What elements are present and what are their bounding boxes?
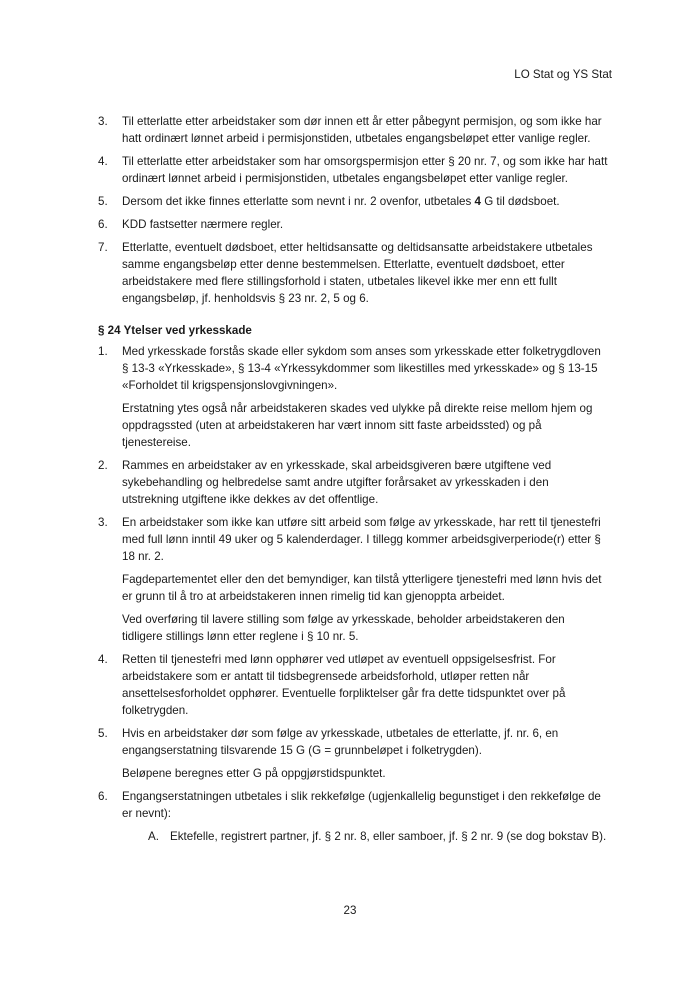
- list-text-part: Dersom det ikke finnes etterlatte som nevnt i nr. 2 ovenfor, utbetales: [122, 195, 475, 208]
- list-number: 3.: [98, 115, 108, 128]
- list-text: [122, 193, 608, 210]
- list-item: [98, 113, 608, 147]
- document-body: [98, 113, 608, 851]
- list-item: [98, 457, 608, 508]
- list-paragraph: Med yrkesskade forstås skade eller sykdom som anses som yrkesskade etter folketrygdloven § 13-3 «Yrkesskade», § 13-4 «Yrkessykdommer som likestilles med yrkesskade» og § 13-15 «Forholdet til krigspensjonslovgivningen».: [122, 345, 601, 392]
- list-number: 3.: [98, 516, 108, 529]
- list-item: [98, 514, 608, 645]
- list-item: [98, 153, 608, 187]
- sub-list-letter: A.: [148, 830, 159, 843]
- list-number: 6.: [98, 790, 108, 803]
- page-number: 23: [343, 904, 357, 917]
- list-item: [98, 788, 608, 845]
- list-paragraph: Fagdepartementet eller den det bemyndiger, kan tilstå ytterligere tjenestefri med lønn hvis det er grunn til å tro at arbeidstakeren innen rimelig tid kan gjenoppta arbeidet.: [122, 573, 602, 603]
- list-text: Til etterlatte etter arbeidstaker som har omsorgspermisjon etter § 20 nr. 7, og som ikke har hatt ordinært lønnet arbeid i permisjonstiden, utbetales engangsbeløpet etter vanlige regler.: [122, 155, 608, 185]
- list-paragraph: Retten til tjenestefri med lønn opphører ved utløpet av eventuell oppsigelsesfrist. For arbeidstakere som er antatt til tidsbegrensede arbeidsforhold, utløper retten når ansettelsesforholdet opphører. Eventuelle forpliktelser går fra dette tidspunktet over på folketrygden.: [122, 653, 566, 717]
- list-number: 1.: [98, 345, 108, 358]
- list-paragraph: En arbeidstaker som ikke kan utføre sitt arbeid som følge av yrkesskade, har rett til tjenestefri med full lønn inntil 49 uker og 5 kalenderdager. I tillegg kommer arbeidsgiverperiode(r) etter § 18 nr. 2.: [122, 516, 601, 563]
- list-item: [98, 343, 608, 451]
- list-item: [98, 725, 608, 782]
- list-paragraph: Ved overføring til lavere stilling som følge av yrkesskade, beholder arbeidstakeren den tidligere stillings lønn etter reglene i § 10 nr. 5.: [122, 613, 565, 643]
- list-number: 5.: [98, 727, 108, 740]
- list-item: [98, 216, 608, 233]
- list-paragraph: Beløpene beregnes etter G på oppgjørstidspunktet.: [122, 767, 386, 780]
- page-header: LO Stat og YS Stat: [514, 68, 612, 81]
- list-paragraph: Hvis en arbeidstaker dør som følge av yrkesskade, utbetales de etterlatte, jf. nr. 6, en engangserstatning tilsvarende 15 G (G = grunnbeløpet i folketrygden).: [122, 727, 559, 757]
- list-paragraph: Engangserstatningen utbetales i slik rekkefølge (ugjenkallelig begunstiget i den rekkefølge de er nevnt):: [122, 790, 601, 820]
- list-item: [98, 193, 608, 210]
- sub-list-text: Ektefelle, registrert partner, jf. § 2 nr. 8, eller samboer, jf. § 2 nr. 9 (se dog bokstav B).: [170, 830, 607, 843]
- section-heading: § 24 Ytelser ved yrkesskade: [98, 324, 252, 337]
- list-number: 5.: [98, 195, 108, 208]
- list-number: 2.: [98, 459, 108, 472]
- list-text-part: G til dødsboet.: [480, 195, 560, 208]
- list-text: Etterlatte, eventuelt dødsboet, etter heltidsansatte og deltidsansatte arbeidstakere utbetales samme engangsbeløp etter denne bestemmelsen. Etterlatte, eventuelt dødsboet, etter arbeidstakere med flere stillingsforhold i staten, utbetales likevel ikke mer enn ett fullt engangsbeløp, jf. henholdsvis § 23 nr. 2, 5 og 6.: [122, 241, 593, 305]
- list-number: 7.: [98, 241, 108, 254]
- list-paragraph: Erstatning ytes også når arbeidstakeren skades ved ulykke på direkte reise mellom hjem og oppdragssted (uten at arbeidstakeren har vært innom sitt faste arbeidssted) og på tjenestereise.: [122, 402, 593, 449]
- list-text: KDD fastsetter nærmere regler.: [122, 218, 284, 231]
- list-text: Til etterlatte etter arbeidstaker som dør innen ett år etter påbegynt permisjon, og som ikke har hatt ordinært lønnet arbeid i permisjonstiden, utbetales engangsbeløpet etter vanlige regler.: [122, 115, 602, 145]
- list-number: 4.: [98, 155, 108, 168]
- list-number: 6.: [98, 218, 108, 231]
- list-item: [98, 651, 608, 719]
- list-paragraph: Rammes en arbeidstaker av en yrkesskade, skal arbeidsgiveren bære utgiftene ved sykebehandling og helbredelse samt andre utgifter forårsaket av yrkesskaden i den utstrekning utgiftene ikke dekkes av det offentlige.: [122, 459, 552, 506]
- sub-list-item: [148, 828, 608, 845]
- list-number: 4.: [98, 653, 108, 666]
- bold-value: 4: [474, 195, 481, 208]
- list-item: [98, 239, 608, 307]
